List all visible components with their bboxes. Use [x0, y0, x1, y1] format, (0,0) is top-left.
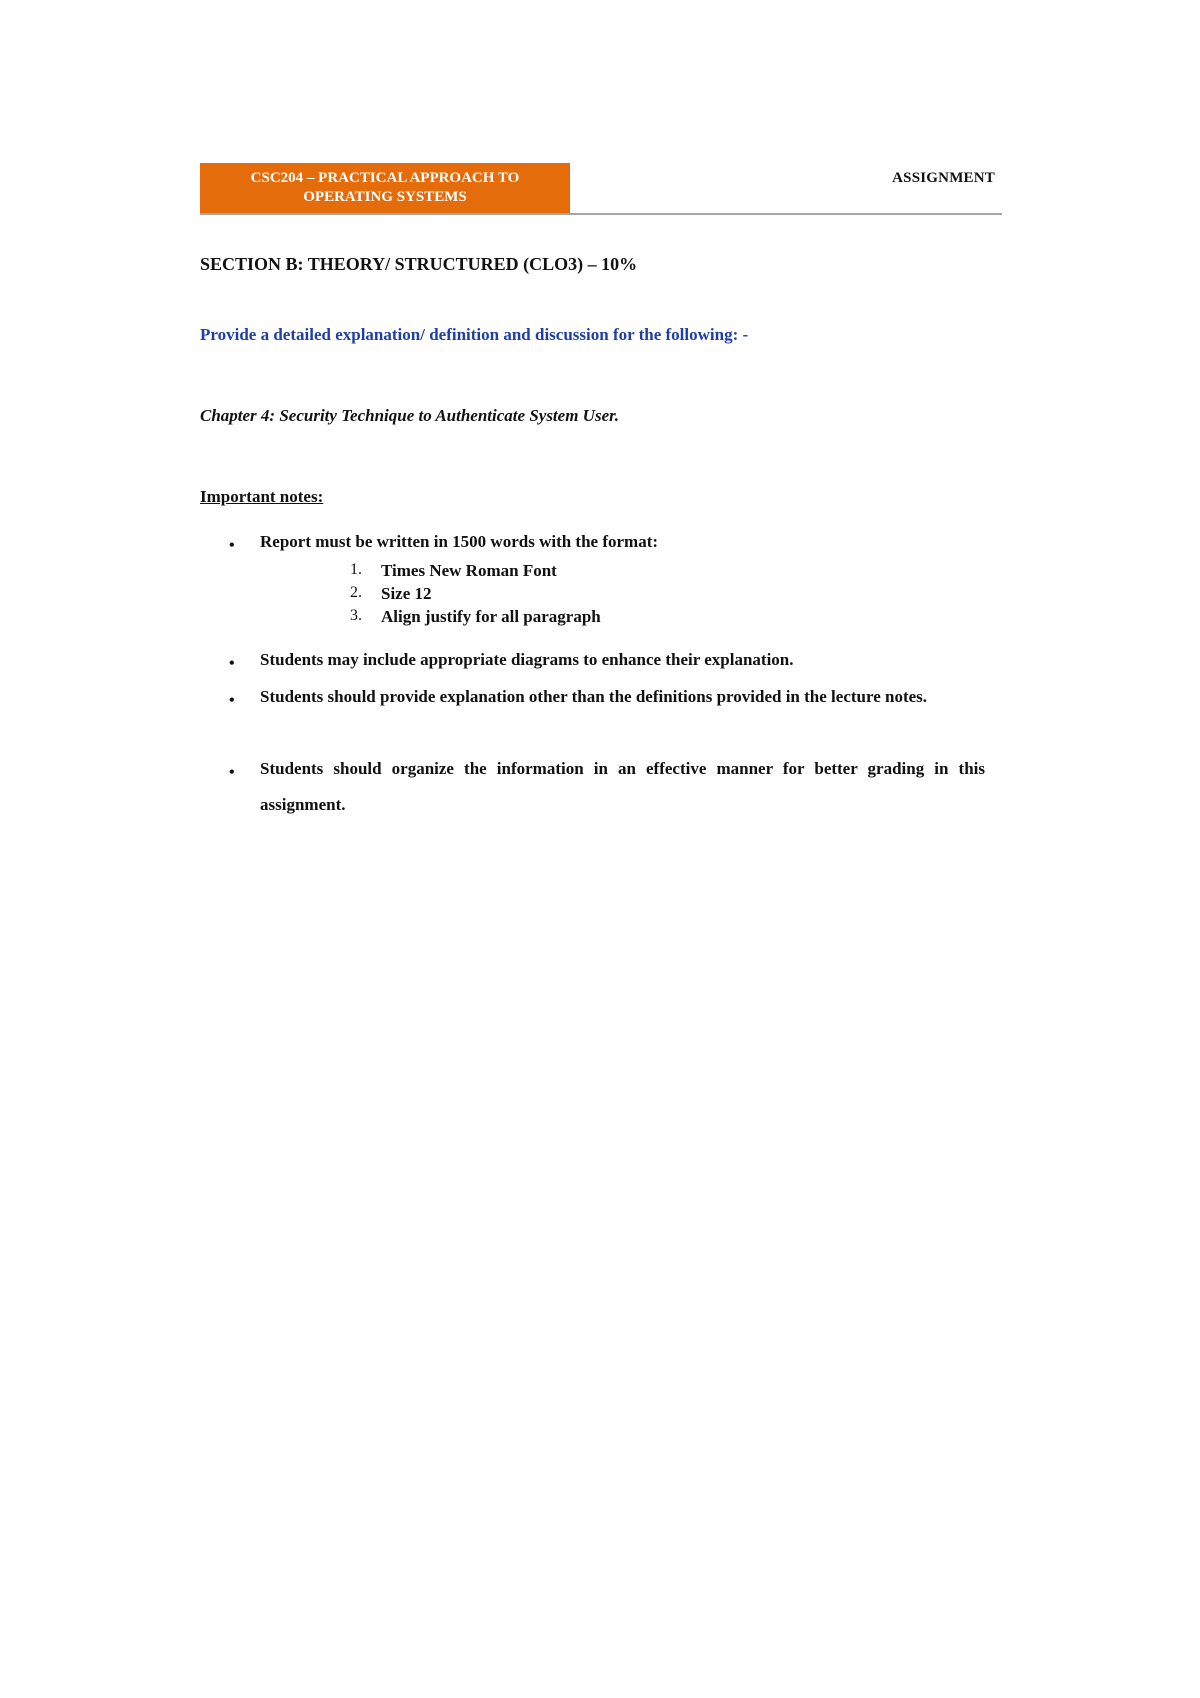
course-title-line-1: CSC204 – PRACTICAL APPROACH TO	[250, 170, 520, 186]
instruction-text: Provide a detailed explanation/ definition and discussion for the following: -	[200, 325, 749, 344]
format-item-number: 1.	[350, 561, 362, 578]
format-item-text: Times New Roman Font	[381, 561, 557, 580]
format-item-text: Align justify for all paragraph	[381, 607, 601, 626]
note-bullet-2: Students may include appropriate diagrams to enhance their explanation.	[260, 650, 794, 669]
note-bullet-3: Students should provide explanation other than the definitions provided in the lecture notes.	[260, 687, 928, 706]
section-title: SECTION B: THEORY/ STRUCTURED (CLO3) – 10%	[200, 254, 638, 274]
note-bullet-4: Students should organize the information in an effective manner for better grading in this assignment.	[260, 759, 985, 814]
header-divider	[200, 213, 1002, 215]
notes-heading: Important notes:	[200, 487, 324, 506]
format-item-number: 3.	[350, 607, 362, 624]
chapter-title: Chapter 4: Security Technique to Authenticate System User.	[200, 406, 620, 425]
bullet-icon: •	[229, 764, 235, 781]
course-title-band	[200, 163, 570, 213]
bullet-icon: •	[229, 537, 235, 554]
bullet-icon: •	[229, 655, 235, 672]
format-item-number: 2.	[350, 584, 362, 601]
format-item-text: Size 12	[381, 584, 432, 603]
bullet-icon: •	[229, 692, 235, 709]
course-title-line-2: OPERATING SYSTEMS	[303, 189, 467, 205]
document-type-label: ASSIGNMENT	[892, 170, 995, 186]
note-bullet-1: Report must be written in 1500 words with the format:	[260, 532, 659, 551]
